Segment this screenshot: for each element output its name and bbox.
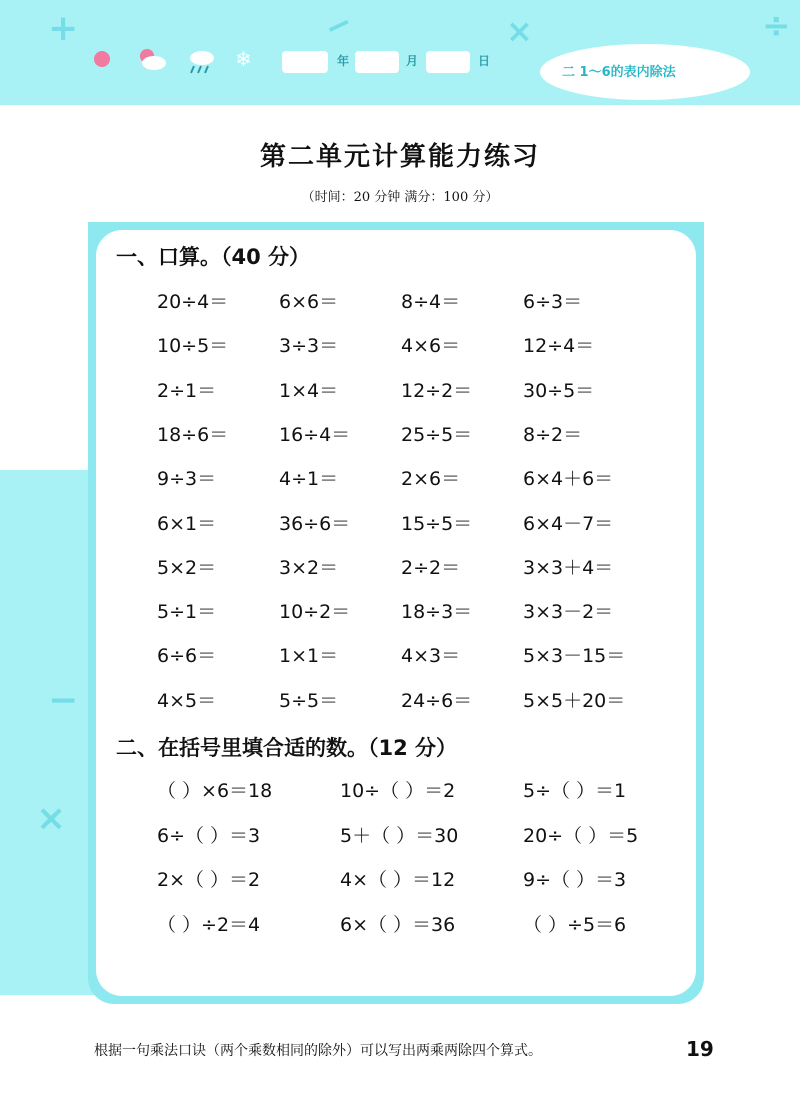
oral-calc-item: 3÷3＝ (279, 335, 339, 358)
fill-blank-item[interactable]: 4×（ ）＝12 (340, 869, 456, 891)
oral-calc-item: 4×3＝ (401, 645, 461, 668)
fill-blank-item[interactable]: （ ）÷5＝6 (523, 913, 627, 936)
oral-calc-item: 9÷3＝ (157, 468, 217, 491)
fill-blank-item[interactable]: 10÷（ ）＝2 (340, 780, 456, 802)
rain-icon (186, 48, 216, 76)
oral-calc-item: 4÷1＝ (279, 468, 339, 491)
section2-heading: 二、在括号里填合适的数。（12 分） (116, 736, 458, 760)
oral-calc-item: 16÷4＝ (279, 423, 351, 446)
oral-calc-item: 12÷2＝ (401, 379, 473, 402)
month-label: 月 (406, 54, 419, 68)
oral-calc-item: 15÷5＝ (401, 512, 473, 535)
sun-icon (92, 49, 112, 69)
minus-sign-decoration: − (318, 2, 359, 48)
fill-blank-item[interactable]: 5÷（ ）＝1 (523, 780, 627, 802)
oral-calc-item: 6×6＝ (279, 291, 339, 313)
oral-calc-item: 30÷5＝ (523, 379, 595, 402)
plus-sign-decoration: + (48, 8, 79, 49)
times-sign-decoration-left: × (36, 798, 67, 839)
times-sign-decoration: × (506, 12, 533, 50)
oral-calc-item: 18÷3＝ (401, 601, 473, 624)
snowflake-icon: ❄ (235, 47, 252, 71)
oral-calc-item: 5÷5＝ (279, 689, 339, 712)
oral-calc-item: 6×4－7＝ (523, 512, 614, 535)
oral-calc-item: 1×4＝ (279, 379, 339, 402)
oral-calc-item: 10÷2＝ (279, 601, 351, 624)
page-subtitle: （时间：20 分钟 满分：100 分） (301, 190, 499, 205)
oral-calc-item: 18÷6＝ (157, 423, 229, 446)
year-label: 年 (337, 54, 350, 68)
fill-blank-item[interactable]: 2×（ ）＝2 (157, 869, 261, 891)
oral-calc-item: 6÷6＝ (157, 645, 217, 668)
oral-calc-item: 6÷3＝ (523, 291, 583, 313)
oral-calc-item: 25÷5＝ (401, 423, 473, 446)
oral-calc-item: 5×3－15＝ (523, 645, 626, 668)
month-field[interactable] (355, 51, 399, 73)
unit-label: 二 1～6的表内除法 (562, 65, 676, 80)
section1-heading: 一、口算。（40 分） (116, 245, 311, 269)
oral-calc-item: 5×5＋20＝ (523, 689, 626, 712)
divide-sign-decoration: ÷ (762, 6, 791, 46)
oral-calc-item: 5×2＝ (157, 556, 217, 579)
partly-cloudy-icon (136, 46, 168, 72)
day-field[interactable] (426, 51, 470, 73)
oral-calc-item: 6×4＋6＝ (523, 468, 614, 491)
oral-calc-item: 20÷4＝ (157, 291, 229, 313)
oral-calc-item: 8÷2＝ (523, 423, 583, 446)
minus-sign-decoration-left: − (48, 680, 79, 721)
fill-blank-item[interactable]: （ ）×6＝18 (157, 780, 273, 802)
oral-calc-item: 2÷2＝ (401, 556, 461, 579)
oral-calc-item: 2÷1＝ (157, 379, 217, 402)
fill-blank-item[interactable]: 6×（ ）＝36 (340, 913, 456, 936)
oral-calc-item: 3×3－2＝ (523, 601, 614, 624)
year-field[interactable] (282, 51, 328, 73)
oral-calc-item: 3×2＝ (279, 556, 339, 579)
fill-blank-item[interactable]: 6÷（ ）＝3 (157, 824, 261, 847)
fill-blank-item[interactable]: 9÷（ ）＝3 (523, 869, 627, 891)
day-label: 日 (478, 54, 491, 68)
oral-calc-item: 36÷6＝ (279, 512, 351, 535)
footer-note: 根据一句乘法口诀（两个乘数相同的除外）可以写出两乘两除四个算式。 (94, 1043, 542, 1059)
oral-calc-item: 1×1＝ (279, 645, 339, 668)
oral-calc-item: 4×6＝ (401, 335, 461, 358)
oral-calc-item: 2×6＝ (401, 468, 461, 491)
oral-calc-item: 3×3＋4＝ (523, 556, 614, 579)
fill-blank-item[interactable]: （ ）÷2＝4 (157, 913, 261, 936)
oral-calc-item: 8÷4＝ (401, 291, 461, 313)
page-title: 第二单元计算能力练习 (259, 142, 540, 172)
oral-calc-item: 4×5＝ (157, 689, 217, 712)
fill-blank-item[interactable]: 20÷（ ）＝5 (523, 824, 639, 847)
oral-calc-item: 6×1＝ (157, 512, 217, 535)
oral-calc-item: 5÷1＝ (157, 601, 217, 624)
oral-calc-item: 24÷6＝ (401, 689, 473, 712)
fill-blank-item[interactable]: 5＋（ ）＝30 (340, 824, 459, 847)
page-number: 19 (686, 1037, 714, 1061)
oral-calc-item: 10÷5＝ (157, 335, 229, 358)
oral-calc-item: 12÷4＝ (523, 335, 595, 358)
